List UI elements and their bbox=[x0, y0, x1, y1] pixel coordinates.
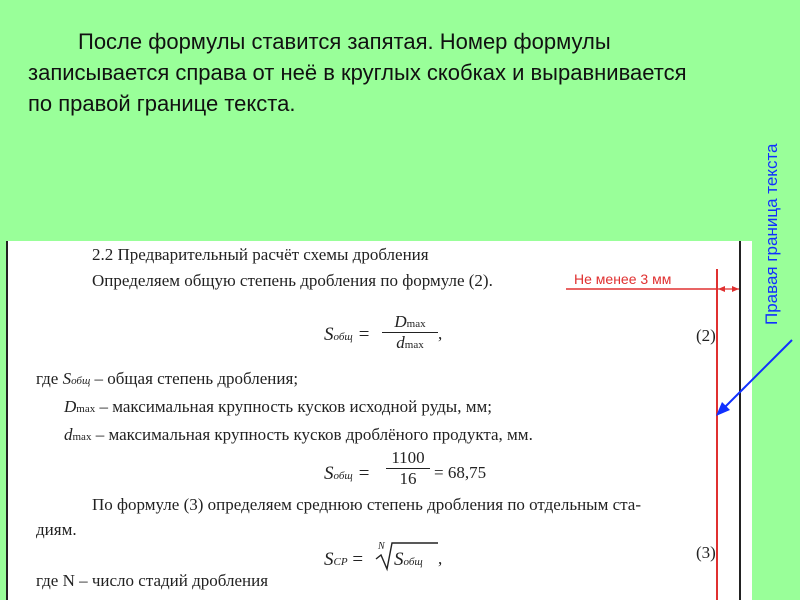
right-boundary-label: Правая граница текста bbox=[762, 143, 781, 325]
intro-line-3: по правой границе текста. bbox=[28, 91, 296, 116]
where-line-3: dmax – максимальная крупность кусков дроблёного продукта, мм. bbox=[64, 425, 533, 444]
formula-2-fraction: Dmax dmax bbox=[382, 312, 438, 353]
formula-3-lhs: SCP = bbox=[324, 549, 364, 570]
arrowhead-right bbox=[732, 286, 739, 292]
right-border bbox=[739, 241, 741, 600]
intro-line-1: После формулы ставится запятая. Номер формулы bbox=[78, 29, 611, 54]
arrowhead-left bbox=[718, 286, 725, 292]
right-text-boundary-line bbox=[716, 269, 718, 600]
formula-result-fraction: $\frac{1100}{16}$ bbox=[386, 448, 430, 489]
where-line-1: где Sобщ – общая степень дробления; bbox=[36, 369, 299, 388]
formula-3-comma: , bbox=[438, 549, 443, 568]
intro-formula-line: Определяем общую степень дробления по формуле (2). bbox=[92, 271, 493, 290]
where-line-2: Dmax – максимальная крупность кусков исходной руды, мм; bbox=[64, 397, 492, 416]
last-line: где N – число стадий дробления bbox=[36, 571, 269, 590]
root-index: N bbox=[378, 541, 385, 552]
section-heading: 2.2 Предварительный расчёт схемы дробления bbox=[92, 245, 429, 264]
intro-line-2: записывается справа от неё в круглых скобках и выравнивается bbox=[28, 60, 687, 85]
left-border bbox=[6, 241, 8, 600]
paragraph-line-2: диям. bbox=[36, 520, 77, 539]
paragraph-line-1: По формуле (3) определяем среднюю степень дробления по отдельным ста- bbox=[92, 495, 641, 514]
intro-text bbox=[28, 26, 768, 119]
formula-result-lhs: Sобщ = bbox=[324, 463, 371, 484]
formula-3-radicand: Sобщ bbox=[394, 549, 423, 570]
margin-note: Не менее 3 мм bbox=[574, 271, 672, 287]
formula-2-comma: , bbox=[438, 324, 443, 343]
document-excerpt bbox=[6, 241, 752, 600]
formula-2-lhs: Sобщ = bbox=[324, 324, 371, 345]
formula-result-value: = 68,75 bbox=[434, 463, 487, 482]
formula-3-number: (3) bbox=[696, 543, 716, 562]
formula-2-number: (2) bbox=[696, 326, 716, 345]
